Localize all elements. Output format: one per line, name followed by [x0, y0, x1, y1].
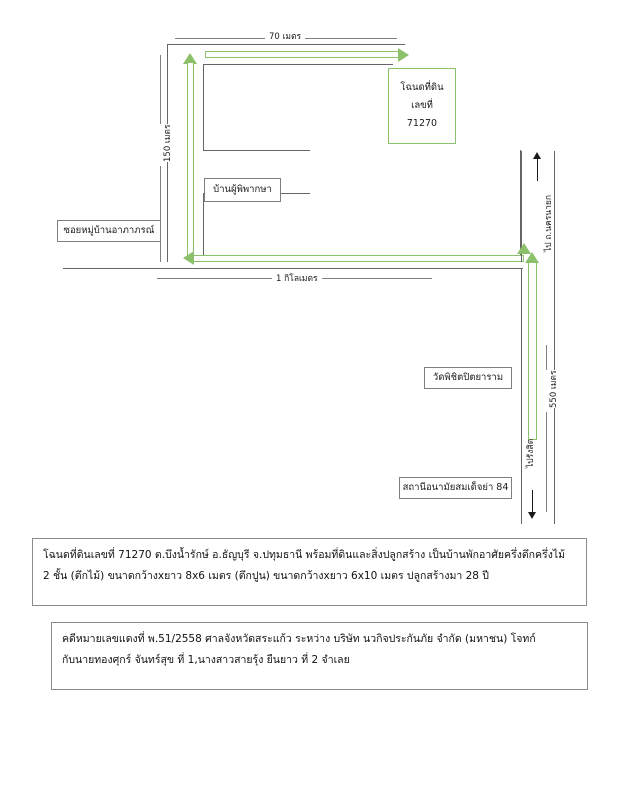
dimension-line-right-lower [546, 412, 547, 512]
land-deed-line-1: โฉนดที่ดิน [400, 81, 444, 93]
dimension-label-right: 550 เมตร [546, 370, 560, 408]
parcel-lower-left-edge [203, 193, 204, 260]
dimension-label-left: 150 เมตร [160, 124, 174, 162]
land-deed-line-2: เลขที่ [411, 99, 433, 111]
label-health-station [399, 477, 512, 499]
direction-label-nakhon-nayok: ไป ถ.นครนายก [544, 195, 554, 252]
dimension-line-left-lower [160, 166, 161, 262]
dimension-label-bottom: 1 กิโลเมตร [272, 271, 322, 285]
label-temple [424, 367, 512, 389]
direction-arrow-line-down [532, 490, 533, 512]
route-arrow-head-up-right-long [525, 252, 539, 263]
land-deed-line-3: 71270 [406, 118, 438, 130]
label-soi-village-text: ซอยหมู่บ้านอาภาภรณ์ [63, 224, 155, 236]
caption-case-line-1: คดีหมายเลขแดงที่ พ.51/2558 ศาลจังหวัดสระแก้ว ระหว่าง บริษัท นวกิจประกันภัย จำกัด (มหาชน) โจทก์ [62, 633, 536, 645]
parcel-upper-top-edge [203, 64, 393, 65]
direction-arrow-line-up [537, 159, 538, 181]
route-arrow-head-right-top [398, 48, 409, 62]
road-top-outer [167, 44, 405, 45]
land-deed-box [388, 68, 456, 144]
parcel-upper-bottom-edge [203, 150, 310, 151]
road-right-lower [521, 268, 522, 524]
route-segment-vertical-left [187, 62, 194, 257]
label-soi-village [57, 220, 161, 242]
direction-arrow-head-up [533, 152, 541, 159]
direction-label-rangsit: ไปรังสิต [526, 438, 536, 468]
route-segment-horizontal-bottom [193, 255, 524, 262]
route-segment-horizontal-top [205, 51, 401, 58]
dimension-line-left-upper [160, 55, 161, 135]
parcel-upper-left-edge [203, 64, 204, 151]
caption-case-description [51, 622, 588, 690]
caption-property-line-1: โฉนดที่ดินเลขที่ 71270 ต.บึงน้ำรักษ์ อ.ธัญบุรี จ.ปทุมธานี พร้อมที่ดินและสิ่งปลูกสร้าง เป็นบ้านพักอาศัยครึ่งตึกครึ่งไม้ [43, 549, 566, 561]
label-health-station-text: สถานีอนามัยสมเด็จย่า 84 [402, 481, 509, 493]
label-judge-house [204, 178, 281, 202]
caption-case-line-2: กับนายทองศุกร์ จันทร์สุข ที่ 1,นางสาวสายรุ้ง ยืนยาว ที่ 2 จำเลย [62, 654, 350, 666]
label-temple-text: วัดพิชิตปิตยาราม [432, 371, 504, 383]
road-bottom-outer [63, 268, 523, 269]
label-judge-house-text: บ้านผู้พิพากษา [213, 183, 272, 195]
dimension-label-top: 70 เมตร [265, 29, 305, 43]
caption-property-description [32, 538, 587, 606]
route-segment-vertical-right [528, 262, 537, 440]
direction-arrow-head-down [528, 512, 536, 519]
caption-property-line-2: 2 ชั้น (ตึกไม้) ขนาดกว้างxยาว 8x6 เมตร (ตึกปูน) ขนาดกว้างxยาว 6x10 เมตร ปลูกสร้างมา 28 ปี [43, 570, 489, 582]
